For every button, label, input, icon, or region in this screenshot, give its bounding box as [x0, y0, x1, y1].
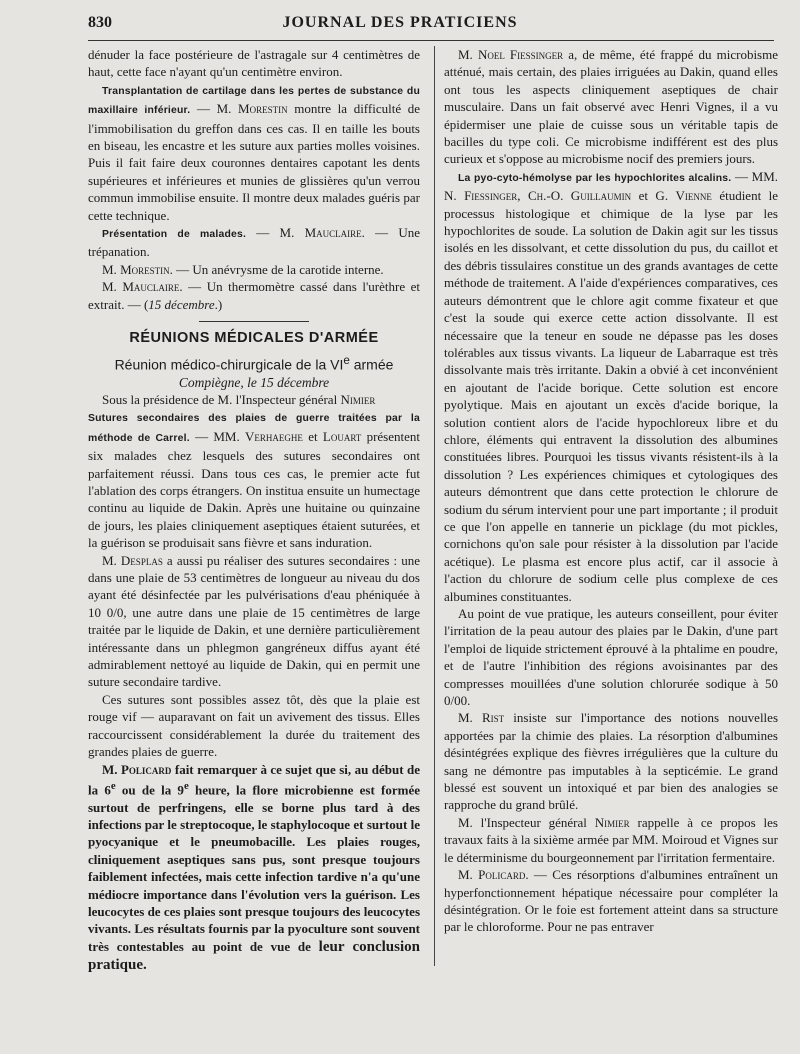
author-name: Nimier [594, 814, 630, 830]
author-name: Vienne [675, 188, 712, 204]
author-name: Noel Fiessinger [477, 47, 564, 62]
date: 15 décembre [148, 296, 215, 312]
author-name: Mauclaire [304, 225, 362, 241]
author-name: Verhaeghe [245, 428, 303, 444]
header-rule [88, 40, 774, 41]
page-number: 830 [88, 14, 112, 31]
paragraph: Ces sutures sont possibles assez tôt, dès que la plaie est rouge vif — auparavant on fait un avivement des tissus. Elles raccourcissent considérablement la durée du traitement des grandes plaies de guerre. [88, 691, 420, 760]
author-name: Fiessinger, Ch.-O. Guillaumin [464, 188, 632, 204]
author-name: Rist [481, 710, 505, 726]
journal-title: JOURNAL DES PRATICIENS [282, 14, 518, 31]
section-subtitle: Réunion médico-chirurgicale de la VIe armée [114, 353, 394, 373]
author-name: Mauclaire [122, 279, 180, 295]
section-place: Compiègne, le 15 décembre [178, 374, 330, 390]
paragraph-presentation: Présentation de malades. — M. Mauclaire. — Une trépanation. [88, 225, 420, 260]
section-title: RÉUNIONS MÉDICALES D'ARMÉE [129, 330, 379, 347]
paragraph: M. Mauclaire. — Un thermomètre cassé dans l'urèthre et extrait. — (15 décembre.) [88, 279, 420, 312]
paragraph-transplantation: Transplantation de cartilage dans les pertes de substance du maxillaire inférieur. — M. Morestin montre la difficulté de l'immobilisation du greffon dans ces cas. Il en taille les bouts en biseau, les encastre et les suture aux parties molles voisines. Puis il fait faire deux couronnes dentaires capotant les dents supérieures et inférieures et munies de glissières qu'un verrou commun immobilise ensuite. Il montre deux malades guéris par cette technique. [88, 85, 421, 223]
paragraph: Au point de vue pratique, les auteurs conseillent, pour éviter l'irritation de la peau autour des plaies par le Dakin, d'une part l'emploi de liquide strictement éprouvé à la phtalime en poudre, et de l'autre l'inhibition des régions avoisinantes par des compresses mouillées d'une solution chlorurée sodique à 50 0/00. [444, 606, 778, 709]
author-name: Policard [120, 761, 172, 777]
paragraph: M. Policard. — Ces résorptions d'albumines entraînent un hyperfonctionnement hépatique nécessaire pour compléter la désintégration. Or le foie est fortement atteint dans sa structure par le chloroforme. Pour ne pas entraver [444, 867, 778, 935]
section-rule [199, 321, 309, 322]
paragraph: M. Policard fait remarquer à ce sujet que si, au début de la 6e ou de la 9e heure, la flore microbienne est formée surtout de perfringens, elle se borne plus tard à des infections par le streptocoque, le staphylocoque et surtout le pyocyanique et le pneumobacille. Les plaies rouges, cliniquement aseptiques sans pus, sont presque toujours faiblement infectées, mais cette infection tardive n'a qu'une médiocre importance dans l'évolution vers la guérison. Les leucocytes de ces plaies sont presque toujours des leucocytes vivants. Les résultats fournis par la pyoculture sont souvent très contestables au point de vue de leur conclusion pratique. [88, 761, 421, 974]
paragraph: dénuder la face postérieure de l'astragale sur 4 centimètres de haut, cette face n'ayant qu'un centimètre environ. [88, 47, 420, 80]
column-divider [434, 46, 435, 966]
article-heading: Sutures secondaires des plaies de guerre traitées par la méthode de Carrel. [88, 413, 420, 444]
author-name: Desplas [120, 552, 163, 568]
author-name: Nimier [340, 391, 376, 407]
paragraph: M. Rist insiste sur l'importance des notions nouvelles apportées par la chimie des plaies. La résorption d'albumines désintégrées explique des fièvres irrégulières que la culture du sang ne démontre pas imputables à la septicémie. Le grand blessé est souvent un intoxiqué et par bien des analogies se rapproche du grand brûlé. [444, 710, 778, 813]
page-header [0, 0, 800, 42]
paragraph: M. Morestin. — Un anévrysme de la carotide interne. [102, 261, 384, 277]
paragraph-sutures: Sutures secondaires des plaies de guerre traitées par la méthode de Carrel. — MM. Verhaeghe et Louart présentent six malades chez lesquels des sutures secondaires ont parfaitement réussi. Dans tous ces cas, le premier acte fut l'ablation des corps étrangers. On institua ensuite un humectage continu au liquide de Dakin. Après une huitaine ou quinzaine de jours, les plaies cliniquement aseptiques étaient suturées, et la guérison se produisait sans fièvre et sans induration. [88, 413, 420, 551]
right-column [444, 46, 778, 936]
paragraph: M. l'Inspecteur général Nimier rappelle à ce propos les travaux faits à la sixième armée par MM. Moiroud et Vignes sur le déterminisme du bourgeonnement par l'irritation fermentaire. [444, 814, 779, 865]
article-heading: Présentation de malades. [102, 229, 247, 241]
paragraph: M. Noel Fiessinger a, de même, été frappé du microbisme atténué, mais certain, des plaies irriguées au Dakin, quand elles ont tous les aspects cliniquement aseptiques de chair musculaire. Dans un fait observé avec Henri Vignes, il a vu épidermiser une plaie de cuisse sous un véritable tapis de bacilles du type coli. Ce microbisme indifférent est des plus curieux et s'oppose au microbisme nocif des premiers jours. [444, 47, 779, 167]
author-name: Morestin [120, 261, 170, 277]
author-name: Policard [478, 867, 526, 883]
article-heading: Transplantation de cartilage dans les pertes de substance du maxillaire inférieur. [88, 85, 420, 117]
paragraph: Sous la présidence de M. l'Inspecteur général Nimier [102, 391, 376, 407]
author-name: Morestin [238, 101, 288, 117]
author-name: Louart [322, 428, 362, 444]
left-column [88, 46, 420, 975]
paragraph-pyo-cyto: La pyo-cyto-hémolyse par les hypochlorites alcalins. — MM. N. Fiessinger, Ch.-O. Guillaumin et G. Vienne étudient le processus histologique et chimique de la lyse par les hypochlorites de soude. La solution de Dakin agit sur les tissus isolés en les dissolvant, et cette dissolution du pus, du caillot et des débris tissulaires constitue un des grands avantages de cette méthode de traitement. A l'aide d'expériences comparatives, ces auteurs démontrent que le chlore agit comme fixateur et que c'est la soude qui exerce cette action dissolvante. Il est nécessaire que la teneur en soude ne dépasse pas les doses tolérables aux tissus vivants. La liqueur de Labarraque est très dissolvante mais très irritante. Dakin a obvié à cet inconvénient en ajoutant de l'acide borique. Cette solution est encore pyolytique. Mais en ajoutant un excès d'acide borique, la solution contient alors de l'acide hypochloreux libre et du chlore, éléments qui entravent la dissolution des albumines constituées libres. Pourquoi les tissus vivants résistent-ils à la dissolution ? Les expériences chimiques et cytologiques des auteurs démontrent que dans cette protection le chlorure de sodium du sérum intervient pour une part importante ; il produit ce que l'on appelle en tannerie un picklage (du mot pickles, cornichons qu'on sale pour résister à la dissolution par l'acide acétique). Le plasma est encore plus actif, car il associe à l'action du chlorure de sodium celle plus complexe de ces albumines constituantes. [444, 168, 779, 604]
article-heading: La pyo-cyto-hémolyse par les hypochlorites alcalins. [458, 172, 732, 184]
paragraph: M. Desplas a aussi pu réaliser des sutures secondaires : une dans une plaie de 53 centimètres de longueur au niveau du dos ayant été désinfectée par les pulvérisations d'eau phéniquée à 10 0/0, une autre dans une plaie de 15 centimètres de large traitée par le liquide de Dakin, et une dernière particulièrement intéressante dans un phlegmon gangréneux diffus ayant été admirablement nettoyé au liquide de Dakin, qui en permit une suture secondaire tardive. [88, 552, 420, 690]
